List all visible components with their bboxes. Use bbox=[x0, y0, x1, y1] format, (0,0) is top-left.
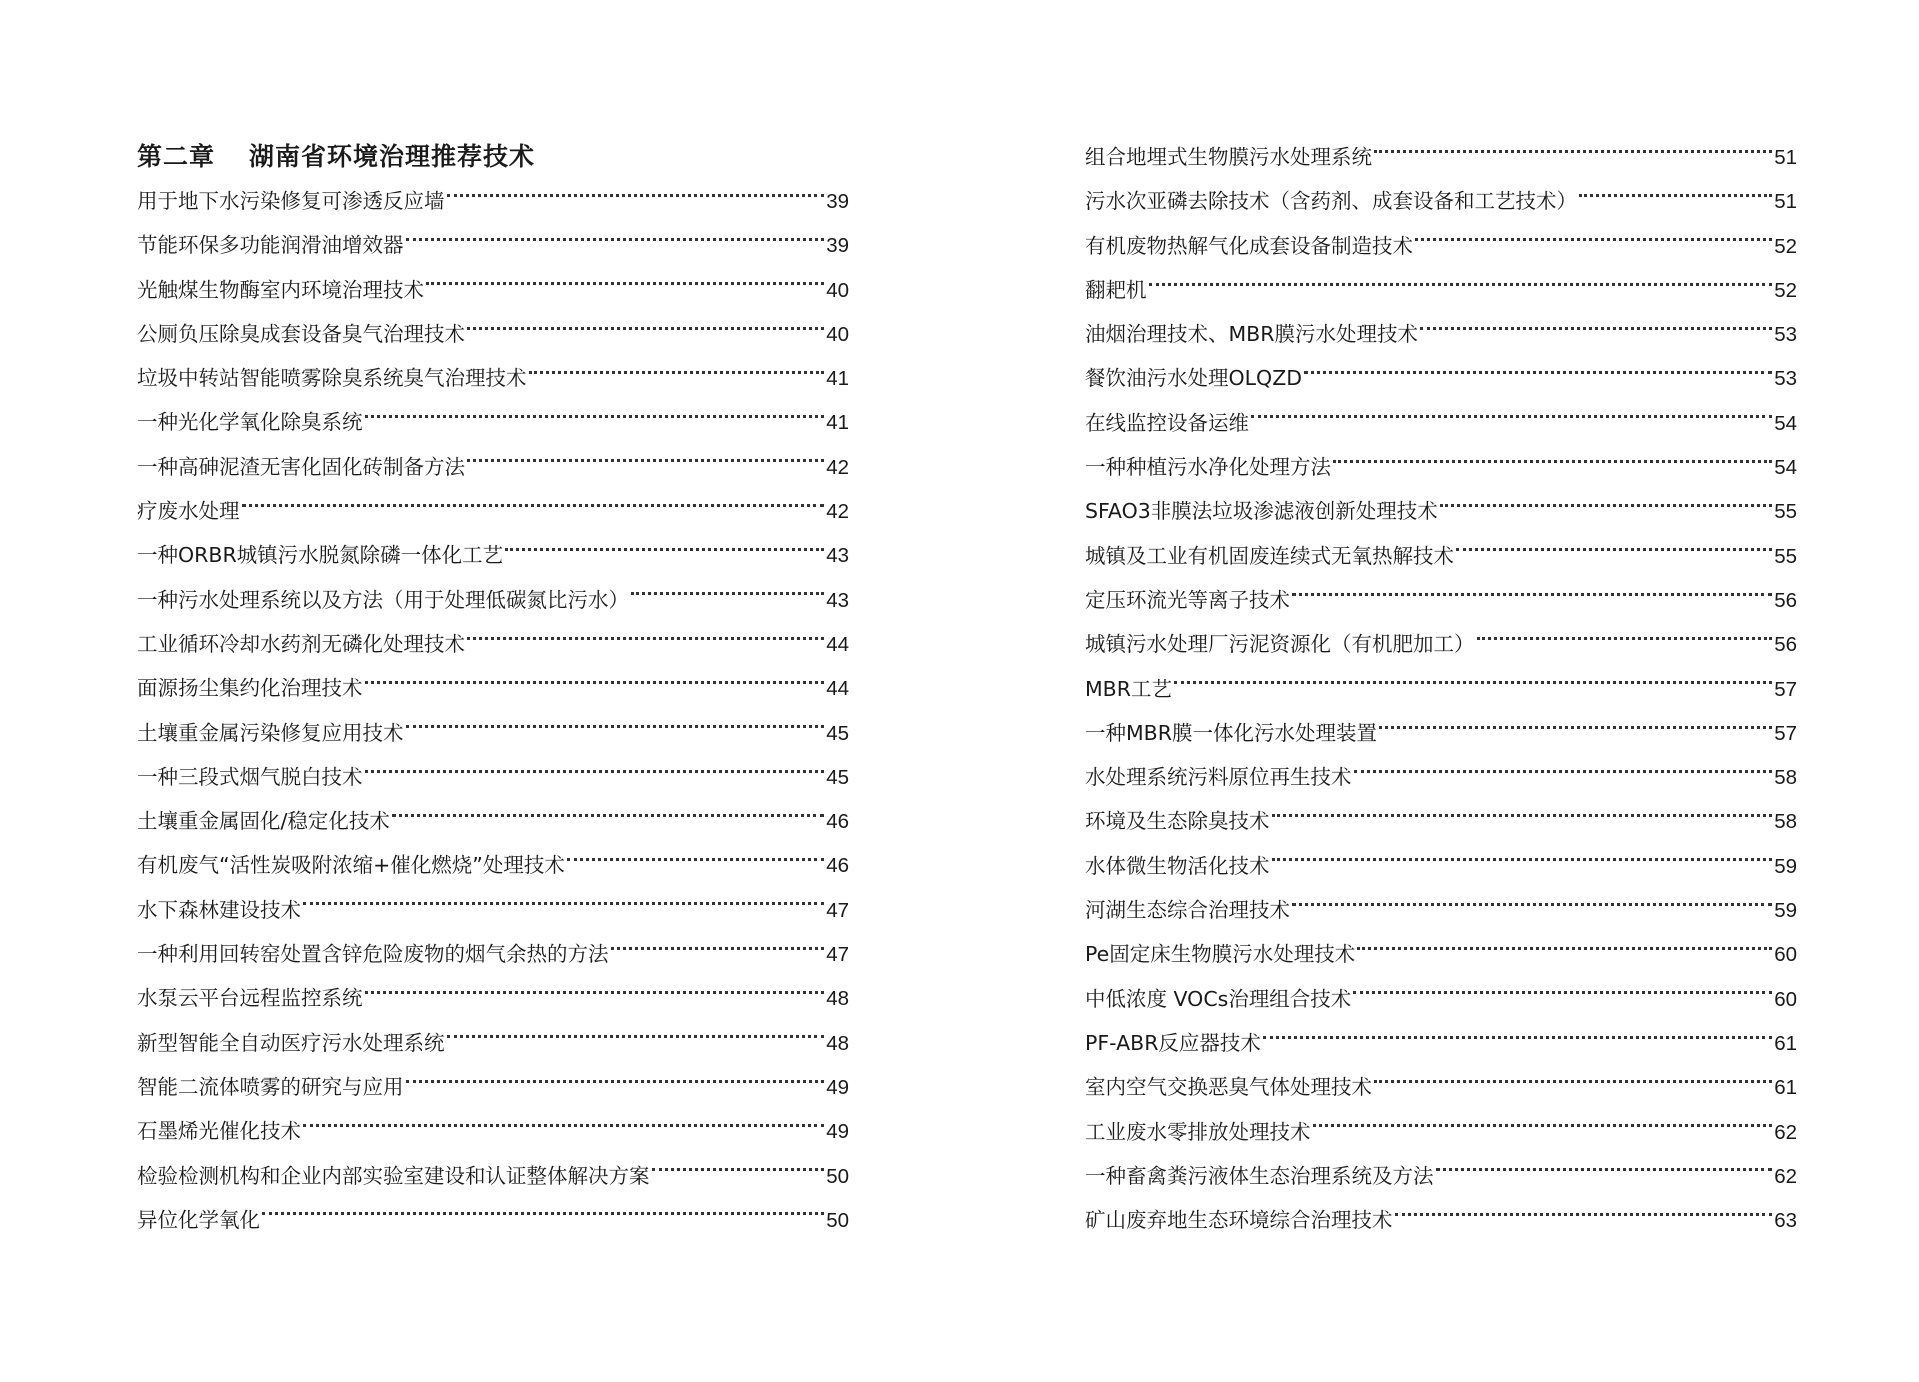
toc-entry-page: 49 bbox=[826, 1120, 849, 1144]
toc-entry[interactable] bbox=[137, 578, 849, 622]
toc-entry[interactable] bbox=[1085, 1110, 1797, 1154]
toc-entry[interactable] bbox=[1085, 711, 1797, 755]
toc-entry[interactable] bbox=[137, 932, 849, 976]
dot-leader bbox=[1357, 947, 1772, 950]
toc-entry-page: 48 bbox=[826, 987, 849, 1011]
dot-leader bbox=[1374, 1080, 1772, 1083]
toc-entry-title: 石墨烯光催化技术 bbox=[137, 1119, 301, 1144]
dot-leader bbox=[1395, 1213, 1773, 1216]
toc-entry-title: 公厕负压除臭成套设备臭气治理技术 bbox=[137, 321, 465, 346]
toc-entry-page: 57 bbox=[1774, 721, 1797, 745]
toc-entry-title: 定压环流光等离子技术 bbox=[1085, 587, 1290, 612]
toc-entry[interactable] bbox=[137, 1109, 849, 1153]
toc-entry[interactable] bbox=[1085, 799, 1797, 843]
toc-entry-page: 61 bbox=[1774, 1031, 1797, 1055]
toc-entry[interactable] bbox=[137, 622, 849, 666]
toc-left-list bbox=[137, 179, 849, 1242]
toc-entry-page: 58 bbox=[1774, 810, 1797, 834]
toc-entry[interactable] bbox=[1085, 135, 1797, 179]
toc-entry-page: 62 bbox=[1774, 1164, 1797, 1188]
toc-entry[interactable] bbox=[137, 1065, 849, 1109]
toc-entry[interactable] bbox=[1085, 667, 1797, 711]
toc-entry-page: 46 bbox=[826, 854, 849, 878]
dot-leader bbox=[631, 592, 824, 595]
toc-entry-title: 在线监控设备运维 bbox=[1085, 410, 1249, 435]
toc-entry-page: 62 bbox=[1774, 1120, 1797, 1144]
toc-entry-page: 54 bbox=[1774, 456, 1797, 480]
dot-leader bbox=[1263, 1036, 1772, 1039]
dot-leader bbox=[447, 194, 825, 197]
dot-leader bbox=[1333, 460, 1772, 463]
dot-leader bbox=[467, 459, 824, 462]
dot-leader bbox=[1174, 681, 1772, 684]
dot-leader bbox=[505, 548, 824, 551]
dot-leader bbox=[262, 1212, 824, 1215]
toc-entry-title: 水处理系统污料原位再生技术 bbox=[1085, 765, 1352, 790]
chapter-title: 湖南省环境治理推荐技术 bbox=[249, 142, 536, 171]
dot-leader bbox=[365, 681, 825, 684]
toc-entry-title: 矿山废弃地生态环境综合治理技术 bbox=[1085, 1208, 1393, 1233]
toc-entry[interactable] bbox=[1085, 534, 1797, 578]
toc-entry[interactable] bbox=[137, 223, 849, 267]
dot-leader bbox=[406, 238, 825, 241]
toc-entry[interactable] bbox=[137, 533, 849, 577]
toc-entry-page: 55 bbox=[1774, 544, 1797, 568]
dot-leader bbox=[1420, 327, 1772, 330]
toc-entry[interactable] bbox=[1085, 268, 1797, 312]
toc-entry-title: 一种污水处理系统以及方法（用于处理低碳氮比污水） bbox=[137, 587, 629, 612]
toc-entry-title: 一种MBR膜一体化污水处理装置 bbox=[1085, 720, 1377, 745]
toc-entry[interactable] bbox=[137, 888, 849, 932]
toc-entry[interactable] bbox=[1085, 356, 1797, 400]
toc-entry[interactable] bbox=[137, 400, 849, 444]
toc-entry-page: 45 bbox=[826, 721, 849, 745]
toc-entry-title: 城镇污水处理厂污泥资源化（有机肥加工） bbox=[1085, 632, 1475, 657]
toc-entry-title: 土壤重金属固化/稳定化技术 bbox=[137, 809, 390, 834]
toc-entry[interactable] bbox=[137, 1198, 849, 1242]
toc-entry-title: 水泵云平台远程监控系统 bbox=[137, 986, 363, 1011]
toc-entry-page: 45 bbox=[826, 765, 849, 789]
toc-entry-page: 39 bbox=[826, 190, 849, 213]
toc-entry-page: 40 bbox=[826, 278, 849, 302]
toc-entry-page: 60 bbox=[1774, 943, 1797, 967]
toc-entry-title: 工业废水零排放处理技术 bbox=[1085, 1119, 1311, 1144]
toc-entry[interactable] bbox=[1085, 755, 1797, 799]
toc-entry[interactable] bbox=[1085, 977, 1797, 1021]
toc-entry[interactable] bbox=[137, 1154, 849, 1198]
dot-leader bbox=[365, 415, 825, 418]
dot-leader bbox=[1477, 637, 1773, 640]
dot-leader bbox=[611, 947, 825, 950]
toc-entry-page: 52 bbox=[1774, 234, 1797, 258]
toc-entry[interactable] bbox=[1085, 401, 1797, 445]
dot-leader bbox=[1374, 150, 1772, 153]
toc-entry-title: 一种三段式烟气脱白技术 bbox=[137, 764, 363, 789]
toc-entry-page: 42 bbox=[826, 500, 849, 524]
toc-entry[interactable] bbox=[1085, 578, 1797, 622]
toc-entry[interactable] bbox=[137, 312, 849, 356]
toc-entry-title: 翻耙机 bbox=[1085, 277, 1147, 302]
toc-entry-page: 41 bbox=[826, 411, 849, 435]
toc-entry-title: MBR工艺 bbox=[1085, 676, 1172, 701]
dot-leader bbox=[1379, 726, 1772, 729]
dot-leader bbox=[1353, 991, 1772, 994]
toc-entry-page: 48 bbox=[826, 1031, 849, 1055]
toc-entry-title: 新型智能全自动医疗污水处理系统 bbox=[137, 1030, 445, 1055]
toc-entry[interactable] bbox=[1085, 312, 1797, 356]
toc-entry-title: 检验检测机构和企业内部实验室建设和认证整体解决方案 bbox=[137, 1163, 650, 1188]
toc-entry-page: 47 bbox=[826, 898, 849, 922]
toc-entry-title: 油烟治理技术、MBR膜污水处理技术 bbox=[1085, 322, 1418, 347]
toc-entry[interactable] bbox=[1085, 1021, 1797, 1065]
dot-leader bbox=[1272, 858, 1773, 861]
toc-entry[interactable] bbox=[1085, 1154, 1797, 1198]
toc-entry-page: 43 bbox=[826, 588, 849, 612]
toc-entry-page: 51 bbox=[1774, 146, 1797, 169]
toc-entry-page: 53 bbox=[1774, 367, 1797, 391]
dot-leader bbox=[467, 637, 824, 640]
dot-leader bbox=[1292, 903, 1772, 906]
toc-entry-title: 一种种植污水净化处理方法 bbox=[1085, 455, 1331, 480]
toc-entry-page: 61 bbox=[1774, 1076, 1797, 1100]
toc-entry-title: Pe固定床生物膜污水处理技术 bbox=[1085, 942, 1356, 967]
dot-leader bbox=[303, 1124, 824, 1127]
toc-entry-title: 一种利用回转窑处置含锌危险废物的烟气余热的方法 bbox=[137, 942, 609, 967]
dot-leader bbox=[1292, 593, 1772, 596]
toc-entry-page: 59 bbox=[1774, 899, 1797, 923]
chapter-heading bbox=[137, 135, 849, 179]
dot-leader bbox=[529, 371, 825, 374]
toc-entry[interactable] bbox=[137, 489, 849, 533]
toc-entry-page: 56 bbox=[1774, 633, 1797, 657]
dot-leader bbox=[1149, 283, 1773, 286]
dot-leader bbox=[242, 504, 825, 507]
dot-leader bbox=[365, 770, 825, 773]
toc-entry[interactable] bbox=[1085, 224, 1797, 268]
dot-leader bbox=[1456, 548, 1772, 551]
dot-leader bbox=[1440, 504, 1772, 507]
toc-left-column bbox=[137, 135, 849, 1242]
toc-entry-page: 60 bbox=[1774, 987, 1797, 1011]
toc-entry-page: 44 bbox=[826, 632, 849, 656]
toc-entry[interactable] bbox=[137, 356, 849, 400]
toc-entry[interactable] bbox=[137, 799, 849, 843]
toc-entry-title: 一种畜禽粪污液体生态治理系统及方法 bbox=[1085, 1163, 1434, 1188]
dot-leader bbox=[1313, 1124, 1773, 1127]
toc-entry[interactable] bbox=[137, 976, 849, 1020]
toc-entry-title: 节能环保多功能润滑油增效器 bbox=[137, 233, 404, 258]
toc-entry[interactable] bbox=[137, 179, 849, 223]
toc-entry-title: 室内空气交换恶臭气体处理技术 bbox=[1085, 1075, 1372, 1100]
dot-leader bbox=[365, 991, 825, 994]
dot-leader bbox=[406, 1080, 825, 1083]
toc-entry-title: 土壤重金属污染修复应用技术 bbox=[137, 720, 404, 745]
toc-entry[interactable] bbox=[137, 843, 849, 887]
toc-entry-page: 58 bbox=[1774, 766, 1797, 790]
toc-entry-page: 42 bbox=[826, 455, 849, 479]
dot-leader bbox=[426, 282, 824, 285]
toc-entry-page: 40 bbox=[826, 322, 849, 346]
chapter-label: 第二章 bbox=[137, 142, 216, 171]
toc-entry-page: 51 bbox=[1774, 190, 1797, 214]
toc-entry-title: 一种光化学氧化除臭系统 bbox=[137, 410, 363, 435]
toc-entry-title: PF-ABR反应器技术 bbox=[1085, 1030, 1261, 1055]
toc-entry[interactable] bbox=[137, 755, 849, 799]
dot-leader bbox=[1272, 814, 1773, 817]
toc-entry[interactable] bbox=[1085, 932, 1797, 976]
dot-leader bbox=[1436, 1168, 1773, 1171]
toc-entry-title: 一种高砷泥渣无害化固化砖制备方法 bbox=[137, 454, 465, 479]
dot-leader bbox=[392, 814, 824, 817]
toc-entry[interactable] bbox=[137, 711, 849, 755]
toc-entry-title: 组合地埋式生物膜污水处理系统 bbox=[1085, 145, 1372, 169]
toc-entry-title: 中低浓度 VOCs治理组合技术 bbox=[1085, 986, 1352, 1011]
dot-leader bbox=[1251, 415, 1772, 418]
dot-leader bbox=[567, 858, 824, 861]
toc-entry-title: 光触煤生物酶室内环境治理技术 bbox=[137, 277, 424, 302]
toc-entry-title: 城镇及工业有机固废连续式无氧热解技术 bbox=[1085, 543, 1454, 568]
toc-entry[interactable] bbox=[1085, 179, 1797, 223]
toc-entry-page: 49 bbox=[826, 1075, 849, 1099]
toc-entry-title: 垃圾中转站智能喷雾除臭系统臭气治理技术 bbox=[137, 366, 527, 391]
toc-entry-page: 50 bbox=[826, 1164, 849, 1188]
toc-entry-page: 47 bbox=[826, 943, 849, 967]
toc-entry-page: 44 bbox=[826, 677, 849, 701]
toc-entry-title: 有机废气“活性炭吸附浓缩+催化燃烧”处理技术 bbox=[137, 853, 565, 878]
dot-leader bbox=[447, 1035, 825, 1038]
toc-entry[interactable] bbox=[1085, 489, 1797, 533]
toc-entry-title: 餐饮油污水处理OLQZD bbox=[1085, 366, 1303, 391]
toc-entry-title: 污水次亚磷去除技术（含药剂、成套设备和工艺技术） bbox=[1085, 189, 1577, 214]
toc-entry-page: 57 bbox=[1774, 677, 1797, 701]
dot-leader bbox=[1415, 238, 1772, 241]
toc-entry-page: 56 bbox=[1774, 588, 1797, 612]
toc-entry-title: 有机废物热解气化成套设备制造技术 bbox=[1085, 233, 1413, 258]
toc-entry-page: 54 bbox=[1774, 411, 1797, 435]
toc-entry-page: 55 bbox=[1774, 500, 1797, 524]
toc-right-list bbox=[1085, 135, 1797, 1242]
dot-leader bbox=[652, 1168, 825, 1171]
toc-right-column bbox=[1085, 135, 1797, 1242]
toc-entry-page: 43 bbox=[826, 544, 849, 568]
toc-entry-page: 52 bbox=[1774, 278, 1797, 302]
toc-entry[interactable] bbox=[1085, 1065, 1797, 1109]
toc-entry-page: 39 bbox=[826, 234, 849, 258]
toc-entry-title: 河湖生态综合治理技术 bbox=[1085, 898, 1290, 923]
toc-entry-page: 59 bbox=[1774, 854, 1797, 878]
dot-leader bbox=[467, 327, 824, 330]
toc-entry-title: 异位化学氧化 bbox=[137, 1207, 260, 1232]
toc-entry-title: 用于地下水污染修复可渗透反应墙 bbox=[137, 189, 445, 213]
toc-entry[interactable] bbox=[1085, 1198, 1797, 1242]
dot-leader bbox=[1354, 770, 1773, 773]
toc-entry-title: 疗废水处理 bbox=[137, 499, 240, 524]
toc-entry[interactable] bbox=[137, 666, 849, 710]
dot-leader bbox=[406, 725, 825, 728]
toc-entry[interactable] bbox=[1085, 622, 1797, 666]
toc-entry-page: 50 bbox=[826, 1208, 849, 1232]
toc-entry-title: 工业循环冷却水药剂无磷化处理技术 bbox=[137, 631, 465, 656]
toc-entry-page: 63 bbox=[1774, 1209, 1797, 1233]
toc-entry[interactable] bbox=[137, 1021, 849, 1065]
toc-entry-page: 41 bbox=[826, 367, 849, 391]
toc-entry[interactable] bbox=[1085, 888, 1797, 932]
toc-entry[interactable] bbox=[1085, 844, 1797, 888]
toc-entry-title: 环境及生态除臭技术 bbox=[1085, 809, 1270, 834]
toc-entry-page: 53 bbox=[1774, 323, 1797, 347]
dot-leader bbox=[303, 902, 824, 905]
toc-entry-page: 46 bbox=[826, 810, 849, 834]
toc-entry-title: 水下森林建设技术 bbox=[137, 897, 301, 922]
toc-entry-title: 智能二流体喷雾的研究与应用 bbox=[137, 1074, 404, 1099]
toc-entry-title: SFAO3非膜法垃圾渗滤液创新处理技术 bbox=[1085, 499, 1438, 524]
toc-entry[interactable] bbox=[137, 268, 849, 312]
toc-entry-title: 水体微生物活化技术 bbox=[1085, 853, 1270, 878]
toc-entry-title: 一种ORBR城镇污水脱氮除磷一体化工艺 bbox=[137, 543, 504, 568]
dot-leader bbox=[1579, 194, 1772, 197]
toc-entry[interactable] bbox=[137, 445, 849, 489]
toc-entry-title: 面源扬尘集约化治理技术 bbox=[137, 676, 363, 701]
dot-leader bbox=[1304, 371, 1772, 374]
toc-entry[interactable] bbox=[1085, 445, 1797, 489]
